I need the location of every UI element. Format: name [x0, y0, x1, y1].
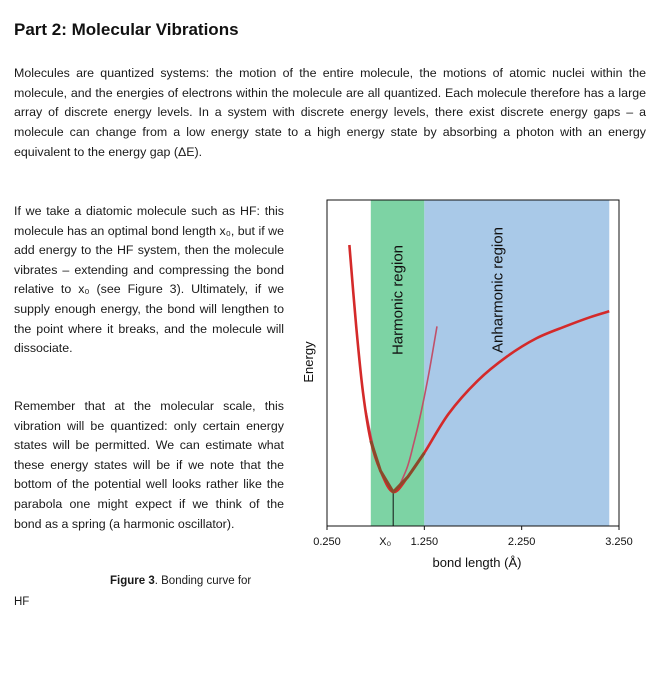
y-axis-label: Energy — [301, 341, 316, 383]
x-tick-label-0: 0.250 — [313, 536, 341, 548]
quantization-paragraph: Remember that at the molecular scale, this vibration will be quantized: only certain energy states will be permitted. We can estimate what these energy states will be if we note that the bottom of the potential well looks rather like the parabola one might expect if we think of the bond as a spring (a harmonic oscillator). — [14, 399, 284, 531]
x-axis-label: bond length (Å) — [432, 555, 522, 570]
x0-marker-label: X₀ — [379, 536, 392, 548]
figure-caption-text: . Bonding curve for — [154, 575, 252, 587]
region-label-1: Anharmonic region — [489, 227, 507, 353]
x-tick-label-2: 2.250 — [507, 536, 536, 548]
figure-caption-tail: HF — [14, 596, 30, 608]
region-label-0: Harmonic region — [389, 244, 407, 356]
x-tick-label-3: 3.250 — [605, 536, 633, 548]
figure-label: Figure 3 — [110, 575, 155, 587]
page-title: Part 2: Molecular Vibrations — [14, 20, 239, 39]
region-band-1 — [424, 200, 609, 526]
hf-vibration-paragraph: If we take a diatomic molecule such as HF: this molecule has an optimal bond length x₀, but if we add energy to the HF system, then the molecule vibrates – extending and compressing the bond relative to x₀ (see Figure 3). Ultimately, if we supply enough energy, the bond will lengthen to the point where it breaks, and the molecule will dissociate. — [14, 204, 284, 356]
intro-paragraph: Molecules are quantized systems: the motion of the entire molecule, the motions of atomic nuclei within the molecule, and the energies of electrons within the molecule are all quantized. Each molecule therefore has a large array of discrete energy levels. In a system with discrete energy levels, there exist discrete energy gaps – a molecule can change from a low energy state to a high energy state by absorbing a photon with an energy equivalent to the energy gap (ΔE). — [14, 66, 646, 159]
x-tick-label-1: 1.250 — [410, 536, 439, 548]
